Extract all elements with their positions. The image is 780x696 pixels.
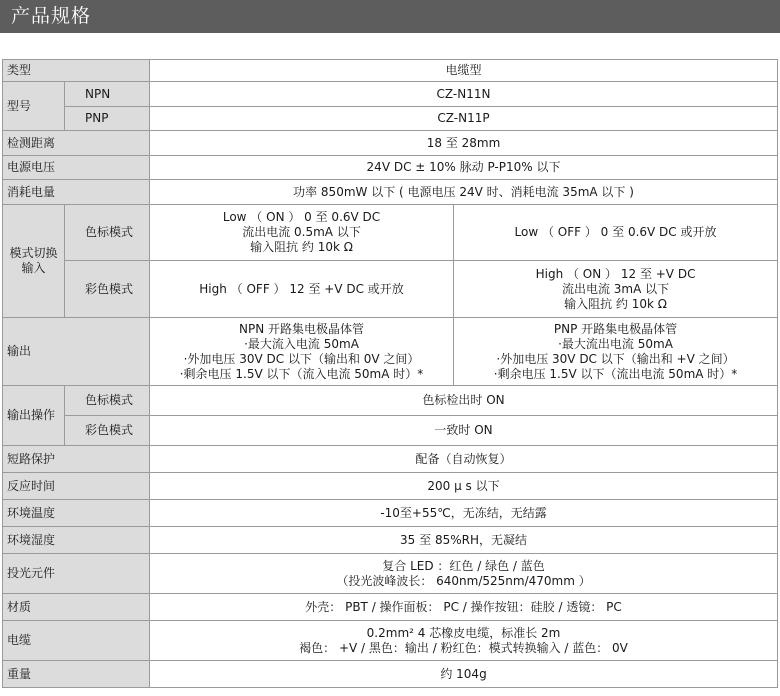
text-line: ·最大流入电流 50mA <box>244 336 359 351</box>
table-row <box>3 318 778 386</box>
mode-input-label-line: 模式切换 <box>9 246 58 260</box>
temp-value: -10至+55℃，无冻结，无结露 <box>150 500 778 527</box>
text-line: NPN 开路集电极晶体管 <box>239 321 365 336</box>
humidity-label: 环境湿度 <box>3 527 150 554</box>
table-row <box>3 82 778 107</box>
table-row <box>3 527 778 554</box>
material-value: 外壳： PBT / 操作面板： PC / 操作按钮：硅胶 / 透镜： PC <box>150 594 778 621</box>
response-value: 200 μ s 以下 <box>150 473 778 500</box>
model-pnp-value: CZ-N11P <box>150 107 778 131</box>
type-value: 电缆型 <box>150 60 778 82</box>
text-line: High （ ON ） 12 至 +V DC <box>535 266 696 281</box>
material-label: 材质 <box>3 594 150 621</box>
mode-input-colored-left: High （ OFF ） 12 至 +V DC 或开放 <box>150 261 454 318</box>
text-line: 0.2mm² 4 芯橡皮电缆，标准长 2m <box>366 625 561 640</box>
table-row <box>3 416 778 446</box>
light-label: 投光元件 <box>3 554 150 594</box>
table-row <box>3 621 778 661</box>
text-line: 流出电流 3mA 以下 <box>561 281 670 296</box>
output-label: 输出 <box>3 318 150 386</box>
cable-label: 电缆 <box>3 621 150 661</box>
table-row <box>3 131 778 156</box>
mode-input-color-left <box>150 205 454 261</box>
text-line: ·最大流出电流 50mA <box>558 336 673 351</box>
output-op-colored-value: 一致时 ON <box>150 416 778 446</box>
model-label: 型号 <box>3 82 65 131</box>
mode-input-colored-right <box>454 261 778 318</box>
text-line: ·外加电压 30V DC 以下（输出和 +V 之间） <box>496 351 735 366</box>
text-line: 输入阻抗 约 10k Ω <box>564 296 667 311</box>
text-line: ·剩余电压 1.5V 以下（流出电流 50mA 时）* <box>493 366 738 381</box>
model-pnp-label: PNP <box>65 107 150 131</box>
response-label: 反应时间 <box>3 473 150 500</box>
mode-input-label-line: 输入 <box>21 261 46 275</box>
type-label: 类型 <box>3 60 150 82</box>
text-line: PNP 开路集电极晶体管 <box>553 321 678 336</box>
cable-value <box>150 621 778 661</box>
light-value <box>150 554 778 594</box>
weight-value: 约 104g <box>150 661 778 688</box>
text-line: （投光波峰波长： 640nm/525nm/470mm ） <box>336 573 591 588</box>
page-title: 产品规格 <box>11 5 92 27</box>
output-pnp <box>454 318 778 386</box>
output-op-color-label: 色标模式 <box>65 386 150 416</box>
output-op-color-value: 色标检出时 ON <box>150 386 778 416</box>
text-line: ·外加电压 30V DC 以下（输出和 0V 之间） <box>183 351 420 366</box>
table-row <box>3 205 778 261</box>
temp-label: 环境温度 <box>3 500 150 527</box>
table-row <box>3 156 778 180</box>
table-row <box>3 554 778 594</box>
output-op-label: 输出操作 <box>3 386 65 446</box>
voltage-label: 电源电压 <box>3 156 150 180</box>
table-row <box>3 107 778 131</box>
mode-input-colored-label: 彩色模式 <box>65 261 150 318</box>
table-row <box>3 60 778 82</box>
short-label: 短路保护 <box>3 446 150 473</box>
section-header <box>0 0 780 33</box>
power-value: 功率 850mW 以下 ( 电源电压 24V 时、消耗电流 35mA 以下 ) <box>150 180 778 205</box>
distance-value: 18 至 28mm <box>150 131 778 156</box>
short-value: 配备（自动恢复） <box>150 446 778 473</box>
voltage-value: 24V DC ± 10% 脉动 P-P10% 以下 <box>150 156 778 180</box>
table-row <box>3 446 778 473</box>
power-label: 消耗电量 <box>3 180 150 205</box>
distance-label: 检测距离 <box>3 131 150 156</box>
model-npn-label: NPN <box>65 82 150 107</box>
output-op-colored-label: 彩色模式 <box>65 416 150 446</box>
table-row <box>3 594 778 621</box>
text-line: 褐色： +V / 黑色：输出 / 粉红色：模式转换输入 / 蓝色： 0V <box>299 640 628 655</box>
text-line: 复合 LED ：红色 / 绿色 / 蓝色 <box>382 558 545 573</box>
mode-input-label <box>3 205 65 318</box>
spec-table <box>2 59 778 688</box>
table-row <box>3 500 778 527</box>
table-row <box>3 661 778 688</box>
table-row <box>3 261 778 318</box>
weight-label: 重量 <box>3 661 150 688</box>
output-npn <box>150 318 454 386</box>
text-line: 流出电流 0.5mA 以下 <box>242 225 361 239</box>
mode-input-color-right: Low （ OFF ） 0 至 0.6V DC 或开放 <box>454 205 778 261</box>
mode-input-color-label: 色标模式 <box>65 205 150 261</box>
model-npn-value: CZ-N11N <box>150 82 778 107</box>
text-line: Low （ ON ） 0 至 0.6V DC <box>222 210 381 224</box>
text-line: ·剩余电压 1.5V 以下（流入电流 50mA 时）* <box>179 366 424 381</box>
table-row <box>3 180 778 205</box>
humidity-value: 35 至 85%RH，无凝结 <box>150 527 778 554</box>
table-row <box>3 386 778 416</box>
table-row <box>3 473 778 500</box>
text-line: 输入阻抗 约 10k Ω <box>250 240 353 254</box>
